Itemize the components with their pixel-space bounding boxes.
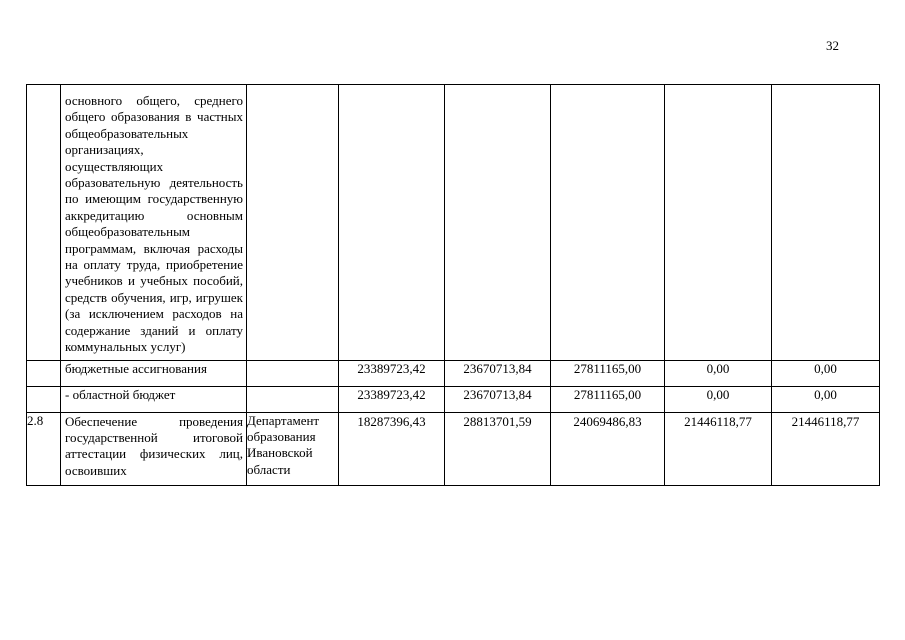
value-cell (665, 85, 772, 361)
page-number: 32 (826, 38, 839, 53)
value-cell: 0,00 (665, 386, 772, 412)
value-cell: 24069486,83 (551, 412, 665, 485)
row-number-cell (27, 85, 61, 361)
budget-row-allocations (27, 360, 880, 386)
executor-cell (247, 85, 339, 361)
value-cell: 23389723,42 (339, 386, 445, 412)
budget-row-regional (27, 386, 880, 412)
budget-row-label: - областной бюджет (61, 386, 247, 412)
continued-row (27, 85, 880, 361)
budget-row-label: бюджетные ассигнования (61, 360, 247, 386)
description-cell (61, 412, 247, 485)
value-cell (772, 85, 880, 361)
value-cell: 0,00 (772, 360, 880, 386)
executor-cell (247, 386, 339, 412)
value-cell: 0,00 (772, 386, 880, 412)
description-text: основного общего, среднего общего образования в частных общеобразовательных организациях, осуществляющих образовательную деятельность по имеющим государственную аккредитацию основным общеобразовательным программам, включая расходы на оплату труда, приобретение учебников и учебных пособий, средств обучения, игр, игрушек (за исключением расходов на содержание зданий и оплату коммунальных услуг) (65, 93, 243, 355)
value-cell (445, 85, 551, 361)
row-number-cell (27, 386, 61, 412)
value-cell: 21446118,77 (772, 412, 880, 485)
value-cell: 21446118,77 (665, 412, 772, 485)
description-cell (61, 85, 247, 361)
executor-cell: Департамент образования Ивановской области (247, 412, 339, 485)
description-text: Обеспечение проведения государственной итоговой аттестации физических лиц, освоивших (65, 413, 243, 478)
value-cell: 18287396,43 (339, 412, 445, 485)
item-row-2-8 (27, 412, 880, 485)
value-cell: 23670713,84 (445, 386, 551, 412)
row-number-cell (27, 360, 61, 386)
value-cell: 23670713,84 (445, 360, 551, 386)
value-cell: 28813701,59 (445, 412, 551, 485)
row-number-cell: 2.8 (27, 412, 61, 485)
value-cell: 27811165,00 (551, 386, 665, 412)
executor-cell (247, 360, 339, 386)
value-cell (339, 85, 445, 361)
value-cell (551, 85, 665, 361)
value-cell: 27811165,00 (551, 360, 665, 386)
budget-table (26, 84, 880, 486)
value-cell: 23389723,42 (339, 360, 445, 386)
value-cell: 0,00 (665, 360, 772, 386)
